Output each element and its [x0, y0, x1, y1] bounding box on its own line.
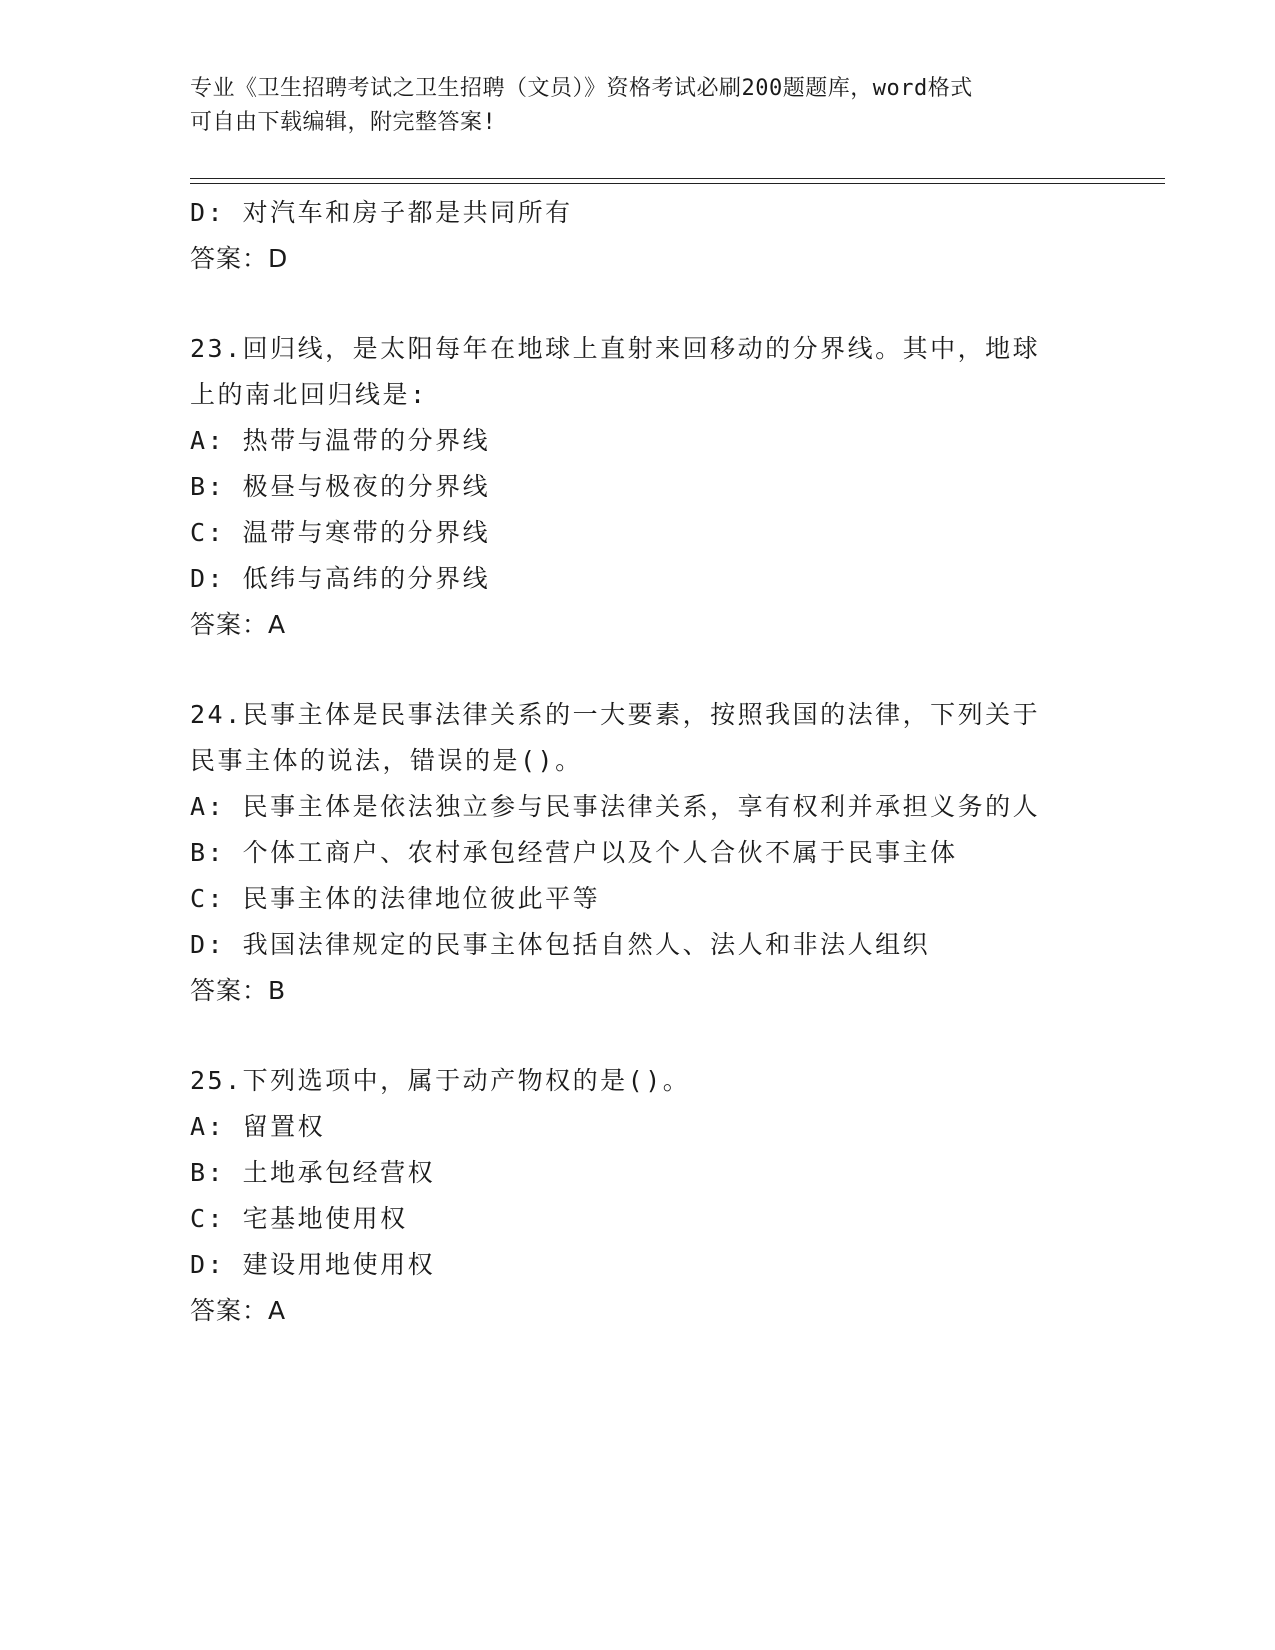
header-divider-top: [190, 178, 1165, 179]
answer: 答案：A: [190, 610, 287, 639]
question-25: [190, 1058, 1090, 1334]
question-stem-line-1: 23.回归线，是太阳每年在地球上直射来回移动的分界线。其中，地球: [190, 334, 1041, 363]
option-b: B: 土地承包经营权: [190, 1158, 436, 1187]
option-b: B: 极昼与极夜的分界线: [190, 472, 491, 501]
question-stem-line-2: 民事主体的说法，错误的是()。: [190, 746, 583, 775]
option-d: D: 我国法律规定的民事主体包括自然人、法人和非法人组织: [190, 930, 931, 959]
question-stem-line-2: 上的南北回归线是:: [190, 380, 428, 409]
option-d: D: 建设用地使用权: [190, 1250, 436, 1279]
option-c: C: 民事主体的法律地位彼此平等: [190, 884, 601, 913]
option-c: C: 宅基地使用权: [190, 1204, 408, 1233]
option-c: C: 温带与寒带的分界线: [190, 518, 491, 547]
question-content: [190, 190, 1090, 1334]
page-header: [190, 72, 1090, 140]
option-a: A: 热带与温带的分界线: [190, 426, 491, 455]
answer: 答案：A: [190, 1296, 287, 1325]
option-d-continued: D: 对汽车和房子都是共同所有: [190, 198, 573, 227]
option-a: A: 留置权: [190, 1112, 326, 1141]
option-d: D: 低纬与高纬的分界线: [190, 564, 491, 593]
header-title-line-2: 可自由下载编辑，附完整答案!: [190, 110, 497, 135]
question-24: [190, 692, 1090, 1014]
answer: 答案：B: [190, 976, 287, 1005]
question-stem-line-1: 25.下列选项中，属于动产物权的是()。: [190, 1066, 691, 1095]
answer-continued: 答案：D: [190, 244, 289, 273]
option-a: A: 民事主体是依法独立参与民事法律关系，享有权利并承担义务的人: [190, 792, 1041, 821]
question-stem-line-1: 24.民事主体是民事法律关系的一大要素，按照我国的法律，下列关于: [190, 700, 1041, 729]
spacer: [190, 282, 1090, 326]
option-b: B: 个体工商户、农村承包经营户以及个人合伙不属于民事主体: [190, 838, 958, 867]
header-title-line-1: 专业《卫生招聘考试之卫生招聘（文员）》资格考试必刷200题题库，word格式: [190, 76, 973, 101]
spacer: [190, 648, 1090, 692]
spacer: [190, 1014, 1090, 1058]
header-divider-bottom: [190, 183, 1165, 184]
question-23: [190, 326, 1090, 648]
